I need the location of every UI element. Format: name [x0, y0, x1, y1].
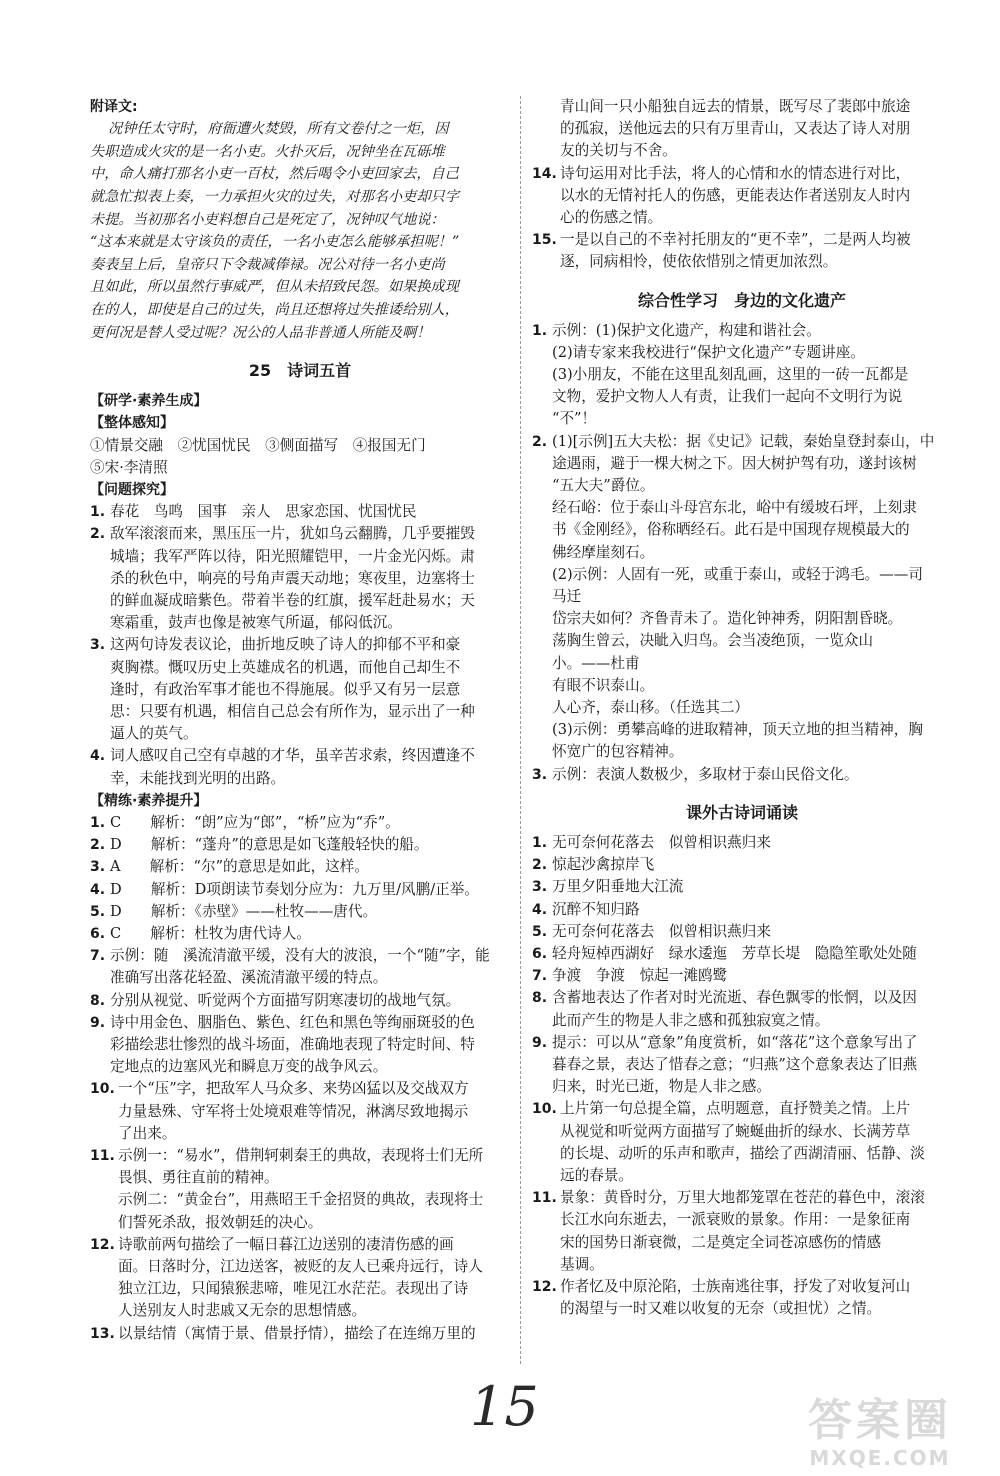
- item-body: [110, 523, 510, 634]
- answer-item: [90, 1323, 510, 1345]
- text-line: 独立江边，只闻猿猴悲啼，唯见江水茫茫。表现出了诗: [118, 1280, 469, 1298]
- answer-item: [90, 945, 510, 989]
- text-line: 奏表呈上后，皇帝只下令裁减俸禄。况公对待一名小吏尚: [90, 256, 445, 273]
- answer-item: [90, 923, 510, 945]
- item-body: [552, 854, 952, 876]
- text-line: 一是以自己的不幸衬托朋友的“更不幸”，二是两人均被: [560, 231, 911, 249]
- text-line: 宋的国势日渐衰微，二是奠定全词苍凉感伤的情感: [560, 1233, 882, 1251]
- answer-item: [532, 943, 952, 965]
- item-number: 2.: [90, 837, 106, 854]
- item-number: 9.: [532, 1034, 548, 1051]
- answer-item: [90, 745, 510, 789]
- item-number: 1.: [90, 815, 106, 831]
- text-line: 以景结情（寓情于景、借景抒情），描绘了在连绵万里的: [118, 1324, 476, 1342]
- text-line: 示例：(1)保护文化遗产，构建和谐社会。: [552, 321, 821, 339]
- text-line: D 解析：D项朗读节奏划分应为：九万里/风鹏/正举。: [110, 880, 479, 898]
- item-number: 3.: [90, 637, 106, 654]
- answer-item: [90, 856, 510, 878]
- item-body: [110, 879, 510, 901]
- text-line: 逢时，有政治军事才能也不得施展。似乎又有另一层意: [110, 680, 461, 698]
- item-number: 2.: [532, 857, 548, 874]
- text-line: 作者忆及中原沦陷，士族南逃往事，抒发了对收复河山: [560, 1277, 911, 1295]
- text-line: “不”！: [552, 410, 597, 428]
- item-body: [110, 834, 510, 856]
- item-number: 7.: [532, 968, 548, 985]
- item-body: [118, 1323, 510, 1345]
- text-line: 词人感叹自己空有卓越的才华，虽辛苦求索，终因遭逢不: [110, 747, 475, 765]
- text-line: 准确写出落花轻盈、溪流清澈平缓的特点。: [110, 969, 388, 987]
- text-line: 的鲜血凝成暗紫色。带着半卷的红旗，援军赶赴易水；天: [110, 591, 475, 609]
- text-line: (1)[示例]五大夫松：据《史记》记载，秦始皇登封泰山，中: [552, 432, 935, 450]
- text-line: 马迁: [552, 588, 582, 606]
- text-line: (2)请专家来我校进行“保护文化遗产”专题讲座。: [552, 343, 865, 361]
- answer-item: [532, 229, 952, 273]
- item-body: [560, 1187, 952, 1276]
- left-column: [90, 96, 510, 1345]
- item-number: 3.: [90, 859, 106, 876]
- item-body: [110, 990, 510, 1012]
- items-14-15: [532, 163, 952, 274]
- watermark-top: 答案圈: [808, 1395, 952, 1446]
- text-line: 中，命人痛打那名小吏一百杖，然后喝令小吏回家去，自己: [90, 166, 459, 183]
- text-line: C 解析：杜牧为唐代诗人。: [110, 925, 311, 943]
- item-number: 1.: [532, 834, 548, 851]
- section-kewai-title: 课外古诗词诵读: [685, 802, 798, 822]
- text-line: 敌军滚滚而来，黑压压一片，犹如乌云翻腾，几乎要摧毁: [110, 525, 475, 543]
- text-line: 一个“压”字，把敌军人马众多、来势凶猛以及交战双方: [118, 1080, 469, 1098]
- item-body: [552, 921, 952, 943]
- text-line: 无可奈何花落去 似曾相识燕归来: [552, 922, 771, 940]
- answer-item: [532, 431, 952, 764]
- text-line: 远的春景。: [560, 1166, 633, 1184]
- item-body: [118, 1234, 510, 1323]
- item-number: 4.: [90, 748, 106, 765]
- text-line: 诗句运用对比手法，将人的心情和水的情态进行对比，: [560, 164, 911, 182]
- answer-item: [532, 987, 952, 1031]
- jinglian-answers: [90, 812, 510, 1345]
- item-number: 5.: [532, 923, 548, 940]
- item-body: [560, 1098, 952, 1187]
- text-line: 爽胸襟。慨叹历史上英雄成名的机遇，而他自己却生不: [110, 658, 461, 676]
- text-line: 的长堤、动听的乐声和歌声，描绘了西湖清丽、恬静、淡: [560, 1144, 925, 1162]
- item-number: 15.: [532, 232, 557, 249]
- text-line: (2)示例：人固有一死，或重于泰山，或轻于鸿毛。——司: [552, 565, 923, 583]
- answer-item: [532, 965, 952, 987]
- text-line: “这本来就是太守该负的责任，一名小吏怎么能够承担呢！”: [90, 234, 460, 251]
- item-number: 2.: [532, 433, 548, 450]
- text-line: 暮春之景，表达了惜春之意；“归燕”这个意象表达了旧燕: [552, 1055, 918, 1073]
- item-body: [560, 163, 952, 230]
- answer-item: [90, 1012, 510, 1079]
- text-line: 含蓄地表达了作者对时光流逝、春色飘零的怅惘，以及因: [552, 989, 917, 1007]
- item-body: [118, 1145, 510, 1234]
- text-line: 寒霜重，鼓声也像是被寒气所逼，郁闷低沉。: [110, 614, 402, 632]
- text-line: 逐，同病相怜，使依依惜别之情更加浓烈。: [560, 253, 838, 271]
- text-line: (3)小朋友，不能在这里乱刻乱画，这里的一砖一瓦都是: [552, 366, 909, 384]
- text-line: 惊起沙禽掠岸飞: [552, 856, 655, 874]
- text-line: 未提。当初那名小吏料想自己是死定了，况钟叹气地说：: [90, 211, 445, 228]
- text-line: (3)示例：勇攀高峰的进取精神，顶天立地的担当精神，胸: [552, 721, 923, 739]
- watermark-bottom: MXQE.COM: [809, 1446, 951, 1470]
- item-body: [110, 856, 510, 878]
- answer-item: [532, 854, 952, 876]
- answer-item: [90, 812, 510, 834]
- answer-item: [532, 764, 952, 786]
- answer-item: [90, 1234, 510, 1323]
- text-line: 畏惧、勇往直前的精神。: [118, 1169, 279, 1187]
- text-line: 无可奈何花落去 似曾相识燕归来: [552, 833, 771, 851]
- answer-item: [532, 1276, 952, 1320]
- text-line: 春花 鸟鸣 国事 亲人 思家恋国、忧国忧民: [110, 503, 417, 521]
- text-line: 诗歌前两句描绘了一幅日暮江边送别的凄清伤感的画: [118, 1235, 454, 1253]
- item-body: [552, 987, 952, 1031]
- jinglian-heading: 【精练·素养提升】: [90, 792, 208, 809]
- page-number: 15: [470, 1375, 539, 1438]
- item-number: 7.: [90, 948, 106, 965]
- item-body: [552, 876, 952, 898]
- item-number: 8.: [532, 990, 548, 1007]
- text-line: 且如此，所以虽然行事威严，但从未招致民怨。如果换成现: [90, 279, 459, 296]
- zhengti-answers: [90, 435, 510, 479]
- text-line: 杀的秋色中，响亮的号角声震天动地；寒夜里，边塞将士: [110, 569, 475, 587]
- item-number: 12.: [90, 1236, 115, 1253]
- answer-item: [90, 1145, 510, 1234]
- item-number: 4.: [90, 881, 106, 898]
- text-line: 力量悬殊、守军将士处境艰难等情况，淋漓尽致地揭示: [118, 1102, 469, 1120]
- text-line: D 解析：“蓬舟”的意思是如飞蓬般轻快的船。: [110, 836, 429, 854]
- text-line: 分别从视觉、听觉两个方面描写阴寒凄切的战地气氛。: [110, 991, 461, 1009]
- text-line: ⑤宋·李清照: [90, 458, 168, 476]
- text-line: D 解析：《赤壁》——杜牧——唐代。: [110, 902, 378, 920]
- item-number: 10.: [90, 1081, 115, 1098]
- item-number: 6.: [532, 945, 548, 962]
- answer-item: [532, 876, 952, 898]
- text-line: 岱宗夫如何？齐鲁青未了。造化钟神秀，阴阳割昏晓。: [552, 610, 903, 628]
- wenti-answers: [90, 501, 510, 790]
- text-line: 人送别友人时悲戚又无奈的思想情感。: [118, 1302, 367, 1320]
- item-body: [110, 945, 510, 989]
- column-divider: [520, 96, 521, 1364]
- text-line: 经石峪：位于泰山斗母宫东北，峪中有缓坡石坪，上刻隶: [552, 499, 917, 517]
- item-body: [110, 901, 510, 923]
- text-line: 况钟任太守时，府衙遭火焚毁，所有文卷付之一炬，因: [90, 121, 449, 138]
- text-line: 归来，时光已逝，物是人非之感。: [552, 1078, 771, 1096]
- answer-item: [90, 990, 510, 1012]
- yanxue-heading: 【研学·素养生成】: [90, 393, 208, 410]
- item-number: 1.: [532, 322, 548, 339]
- text-line: 基调。: [560, 1255, 604, 1273]
- text-line: 示例：随 溪流清澈平缓，没有大的波浪，一个“随”字，能: [110, 947, 490, 965]
- section-zonghe-title: 综合性学习 身边的文化遗产: [637, 290, 846, 310]
- text-line: 逼人的英气。: [110, 725, 198, 743]
- answer-item: [90, 523, 510, 634]
- text-line: 们誓死杀敌，报效朝廷的决心。: [118, 1213, 323, 1231]
- text-line: 从视觉和听觉两方面描写了蜿蜒曲折的绿水、长满芳草: [560, 1122, 911, 1140]
- text-line: 定地点的边塞风光和瞬息万变的战争风云。: [110, 1058, 388, 1076]
- answer-item: [532, 899, 952, 921]
- answer-item: [532, 320, 952, 431]
- answer-item: [90, 901, 510, 923]
- answer-item: [532, 163, 952, 230]
- text-line: 上片第一句总提全篇，点明题意，直抒赞美之情。上片: [560, 1100, 911, 1118]
- wenti-heading: 【问题探究】: [90, 481, 174, 498]
- item-number: 14.: [532, 165, 557, 182]
- text-line: 怀宽广的包容精神。: [552, 743, 684, 761]
- right-column: [532, 96, 952, 1320]
- item-number: 9.: [90, 1014, 106, 1031]
- item-number: 11.: [90, 1148, 115, 1165]
- answer-item: [532, 921, 952, 943]
- text-line: 了出来。: [118, 1124, 177, 1142]
- answer-item: [532, 1032, 952, 1099]
- text-line: 此而产生的物是人非之感和孤独寂寞之情。: [552, 1011, 830, 1029]
- answer-item: [90, 834, 510, 856]
- item-body: [552, 320, 952, 431]
- item-number: 3.: [532, 766, 548, 783]
- text-line: 城墙；我军严阵以待，阳光照耀铠甲，一片金光闪烁。肃: [110, 547, 475, 565]
- item-body: [110, 812, 510, 834]
- text-line: 失职造成火灾的是一名小吏。火扑灭后，况钟坐在瓦砾堆: [90, 143, 445, 160]
- item-body: [552, 965, 952, 987]
- text-line: 示例二：“黄金台”，用燕昭王千金招贤的典故，表现将士: [118, 1191, 484, 1209]
- watermark-logo: [780, 1395, 980, 1473]
- text-line: 更何况是替人受过呢？况公的人品非普通人所能及啊！: [90, 324, 431, 341]
- item-number: 12.: [532, 1278, 557, 1295]
- translation-text: [90, 118, 510, 344]
- text-line: 书《金刚经》，俗称晒经石。此石是中国现存规模最大的: [552, 521, 910, 539]
- section-25-title: 25 诗词五首: [248, 361, 352, 381]
- text-line: 这两句诗发表议论，曲折地反映了诗人的抑郁不平和豪: [110, 636, 461, 654]
- text-line: 青山间一只小船独自远去的情景，既写尽了裴郎中旅途: [560, 98, 911, 115]
- answer-item: [532, 1098, 952, 1187]
- item-number: 5.: [90, 903, 106, 920]
- item-number: 13.: [90, 1325, 115, 1342]
- text-line: 沉醉不知归路: [552, 900, 640, 918]
- item-body: [110, 1012, 510, 1079]
- item-body: [110, 923, 510, 945]
- item-body: [560, 1276, 952, 1320]
- item-body: [110, 745, 510, 789]
- text-line: 万里夕阳垂地大江流: [552, 878, 684, 896]
- translation-label: 附译文:: [90, 99, 138, 115]
- item-number: 3.: [532, 879, 548, 896]
- item-body: [552, 899, 952, 921]
- answer-item: [90, 879, 510, 901]
- text-line: 的渴望与一时又难以收复的无奈（或担忧）之情。: [560, 1300, 882, 1318]
- text-line: 轻舟短棹西湖好 绿水逶迤 芳草长堤 隐隐笙歌处处随: [552, 944, 917, 962]
- text-line: A 解析：“尔”的意思是如此，这样。: [110, 858, 369, 876]
- text-line: 示例：表演人数极少，多取材于泰山民俗文化。: [552, 765, 859, 783]
- item-body: [552, 764, 952, 786]
- item-number: 6.: [90, 926, 106, 943]
- text-line: 途遇雨，避于一棵大树之下。因大树护驾有功，遂封该树: [552, 454, 917, 472]
- item-body: [552, 943, 952, 965]
- text-line: 幸，未能找到光明的出路。: [110, 769, 286, 787]
- text-line: 长江水向东逝去，一派衰败的景象。作用：一是象征南: [560, 1211, 911, 1229]
- answer-item: [90, 1078, 510, 1145]
- answer-item: [90, 634, 510, 745]
- text-line: 彩描绘悲壮惨烈的战斗场面，准确地表现了特定时间、特: [110, 1036, 475, 1054]
- text-line: 荡胸生曾云，决眦入归鸟。会当凌绝顶，一览众山: [552, 632, 874, 650]
- text-line: 以水的无情衬托人的伤感，更能表达作者送别友人时内: [560, 186, 911, 204]
- item-number: 4.: [532, 901, 548, 918]
- item-body: [118, 1078, 510, 1145]
- item-body: [552, 1032, 952, 1099]
- item-number: 11.: [532, 1190, 557, 1207]
- text-line: ①情景交融 ②忧国忧民 ③侧面描写 ④报国无门: [90, 436, 426, 454]
- text-line: 有眼不识泰山。: [552, 676, 655, 694]
- text-line: 提示：可以从“意象”角度赏析，如“落花”这个意象写出了: [552, 1033, 918, 1051]
- item-number: 8.: [90, 992, 106, 1009]
- text-line: 面。日落时分，江边送客，被贬的友人已乘舟远行，诗人: [118, 1258, 483, 1276]
- text-line: 诗中用金色、胭脂色、紫色、红色和黑色等绚丽斑驳的色: [110, 1013, 475, 1031]
- answer-item: [90, 501, 510, 523]
- item-body: [552, 431, 952, 764]
- text-line: 示例一：“易水”，借荆轲刺秦王的典故，表现将士们无所: [118, 1147, 484, 1165]
- text-line: 友的关切与不舍。: [560, 142, 677, 160]
- text-line: 的孤寂，送他远去的只有万里青山，又表达了诗人对朋: [560, 120, 911, 138]
- text-line: C 解析：“朗”应为“郎”，“桥”应为“乔”。: [110, 814, 400, 831]
- text-line: 思：只要有机遇，相信自己总会有所作为，显示出了一种: [110, 702, 475, 720]
- item-number: 1.: [90, 504, 106, 521]
- text-line: 争渡 争渡 惊起一滩鸥鹭: [552, 967, 728, 985]
- kewai-answers: [532, 832, 952, 1320]
- item-body: [552, 832, 952, 854]
- item-body: [110, 634, 510, 745]
- text-line: 在的人，即使是自己的过失，尚且还想将过失推诿给别人，: [90, 301, 459, 318]
- text-line: 佛经摩崖刻石。: [552, 543, 655, 561]
- text-line: 小。——杜甫: [552, 654, 640, 672]
- text-line: “五大夫”爵位。: [552, 477, 655, 495]
- item-number: 2.: [90, 526, 106, 543]
- text-line: 心的伤感之情。: [560, 209, 663, 227]
- item-body: [560, 229, 952, 273]
- text-line: 就急忙拟表上奏，一力承担火灾的过失，对那名小吏却只字: [90, 188, 459, 205]
- zonghe-answers: [532, 320, 952, 786]
- item-body: [110, 501, 510, 523]
- answer-item: [532, 1187, 952, 1276]
- item-13-continuation: [532, 96, 952, 163]
- zhengti-heading: 【整体感知】: [90, 415, 174, 432]
- text-line: 景象：黄昏时分，万里大地都笼罩在苍茫的暮色中，滚滚: [560, 1189, 925, 1207]
- text-line: 人心齐，泰山移。（任选其二）: [552, 699, 750, 717]
- text-line: 文物，爱护文物人人有责，让我们一起向不文明行为说: [552, 388, 903, 406]
- item-number: 10.: [532, 1101, 557, 1118]
- answer-item: [532, 832, 952, 854]
